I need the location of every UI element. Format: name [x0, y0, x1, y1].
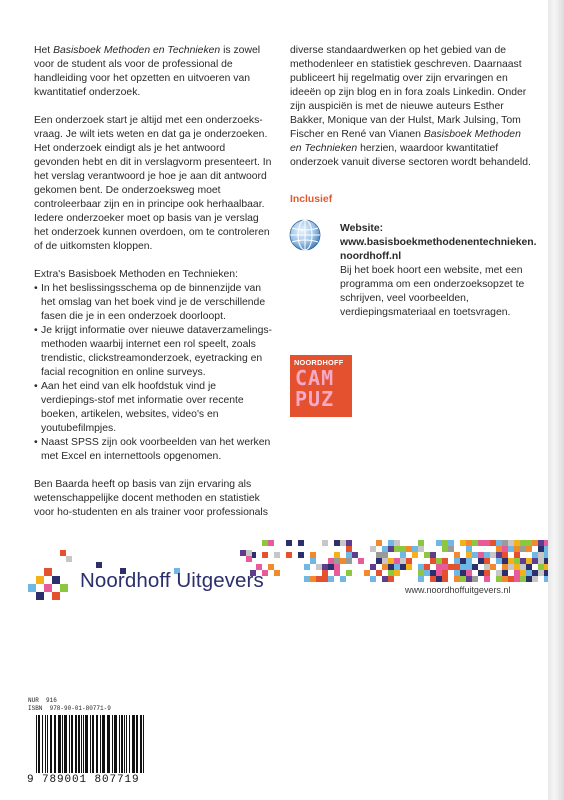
continuation-text: diverse standaardwerken op het gebied van de methodenleer en statistiek geschreven. Daarnaast publiceert hij regelmatig over zijn ervaringen en ideeën op zijn blog en in fora zoals Linkedin. Onder zijn auspiciën is met de nieuwe auteurs Esther Bakker, Monique van der Hulst, Mark Julsing, Tom Fischer en René van Vianen	[290, 45, 527, 140]
website-info	[340, 222, 540, 320]
website-label: Website:	[340, 223, 384, 234]
publisher-name: Noordhoff Uitgevers	[80, 569, 264, 592]
book-title-italic: Basisboek Methoden en Technieken	[290, 129, 521, 154]
publisher-url[interactable]: www.noordhoffuitgevers.nl	[405, 585, 511, 595]
isbn-code: ISBN 978-90-01-80771-9	[28, 704, 111, 712]
extras-item: • Naast SPSS zijn ook voorbeelden van het werken met Excel en internettools opgenomen.	[34, 436, 272, 464]
extras-item: • Je krijgt informatie over nieuwe dataverzamelings-methoden waarbij internet een rol speelt, zoals trendistic, clickstreamonderzoek, eyetracking en facial recognition en online surveys.	[34, 324, 272, 380]
right-text-column	[290, 44, 535, 184]
author-continuation	[290, 44, 535, 170]
website-url[interactable]: www.basisboekmethodenentechnieken.	[340, 237, 537, 248]
globe-icon	[289, 219, 321, 251]
ean-number: 9 789001 807719	[27, 774, 140, 786]
inclusief-heading: Inclusief	[290, 194, 333, 205]
noordhoff-campus-logo	[290, 355, 352, 417]
left-text-column	[34, 44, 272, 534]
extras-heading: Extra's Basisboek Methoden en Technieken:	[34, 269, 238, 280]
extras-list	[34, 282, 272, 464]
intro-paragraph	[34, 44, 272, 100]
campus-logo-word-bottom: PUZ	[295, 387, 335, 411]
barcode-bars	[36, 715, 148, 773]
book-edge	[548, 0, 564, 800]
campus-logo-brand: NOORDHOFF	[294, 358, 344, 367]
nur-code: NUR 916	[28, 697, 57, 704]
website-url-cont[interactable]: noordhoff.nl	[340, 251, 402, 262]
author-paragraph: Ben Baarda heeft op basis van zijn ervaring als wetenschappelijke docent methoden en statistiek voor ho-studenten en als trainer voor professionals	[34, 479, 268, 518]
noordhoff-logo-icon	[28, 568, 74, 604]
website-description: Bij het boek hoort een website, met een programma om een onderzoeksopzet te schrijven, veel voorbeelden, verdiepingsmateriaal en toetsvragen.	[340, 265, 525, 318]
intro-text-rest: is zowel voor de student als voor de professional de handleiding voor het opzetten en uitvoeren van kwantitatief onderzoek.	[34, 45, 261, 98]
nur-isbn-text	[28, 697, 111, 712]
book-title-italic: Basisboek Methoden en Technieken	[53, 45, 221, 56]
intro-text: Het	[34, 45, 54, 56]
extras-item: • Aan het eind van elk hoofdstuk vind je verdiepings-stof met informatie over recente boeken, artikelen, websites, video's en youtubefilmpjes.	[34, 380, 272, 436]
research-paragraph: Een onderzoek start je altijd met een onderzoeks-vraag. Je wilt iets weten en dat ga je onderzoeken. Het onderzoek eindigt als je het antwoord gevonden hebt en dit in verslagvorm presenteert. In het verslag verantwoord je hoe je aan dit antwoord gekomen bent. De onderzoeksweg moet controleerbaar zijn en in principe ook herhaalbaar. Iedere onderzoeker moet op basis van je verslag het onderzoek kunnen overdoen, om te controleren of de uitkomsten kloppen.	[34, 115, 272, 252]
continuation-text-rest: herzien, waardoor kwantitatief onderzoek vanuit diverse sectoren wordt behandeld.	[290, 143, 531, 168]
campus-logo-word-top: CAM	[295, 366, 335, 390]
extras-item: • In het beslissingsschema op de binnenzijde van het omslag van het boek vind je de verschillende fasen die je in een onderzoek doorloopt.	[34, 282, 272, 324]
